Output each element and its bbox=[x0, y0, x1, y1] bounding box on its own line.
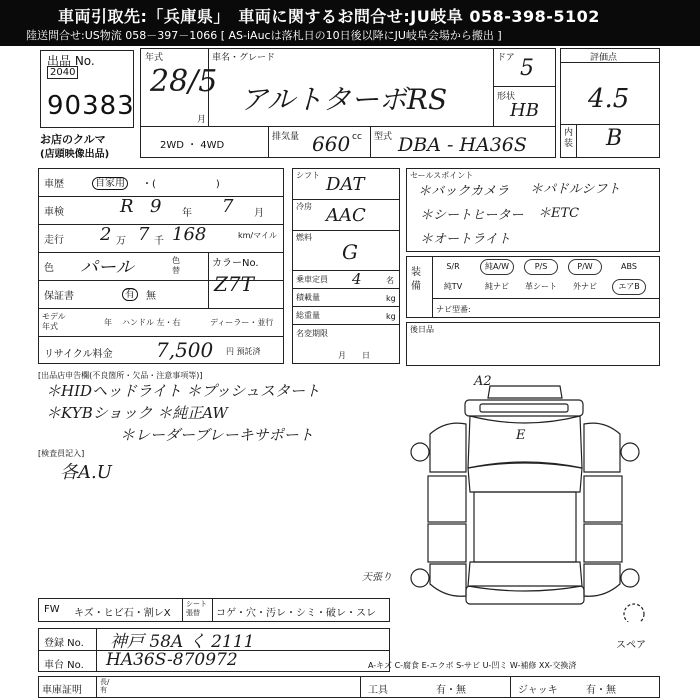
capacity-label: 乗車定員 bbox=[296, 275, 328, 284]
post-sale-box bbox=[406, 322, 660, 366]
equipment-row-1 bbox=[436, 259, 646, 275]
jack-value: 有・無 bbox=[586, 685, 616, 696]
history-tail: ・( ) bbox=[142, 179, 220, 190]
handle-side: ハンドル 左・右 bbox=[122, 318, 181, 327]
certificate-sub: 長/有 bbox=[100, 678, 110, 694]
recycle-label: リサイクル料金 bbox=[44, 349, 113, 360]
ac-label: 冷房 bbox=[296, 202, 312, 211]
shift-value: DAT bbox=[326, 174, 365, 195]
lot-sub-number: 2040 bbox=[47, 66, 78, 79]
model-name-value: アルトターボRS bbox=[240, 83, 448, 116]
mileage-man: 2 bbox=[100, 224, 112, 245]
equip-alloy-wheel: 純A/W bbox=[480, 259, 514, 275]
equip-genuine-tv: 純TV bbox=[443, 282, 463, 291]
equip-power-window: P/W bbox=[568, 259, 602, 275]
damage-mark-a2: A2 bbox=[474, 374, 492, 389]
year-label: 年式 bbox=[145, 53, 164, 63]
doors-label: ドア bbox=[497, 53, 515, 63]
inspection-month: 7 bbox=[222, 196, 234, 217]
inspection-year-unit: 年 bbox=[182, 208, 192, 219]
left-rear-door bbox=[428, 524, 466, 562]
history-value: 自家用 bbox=[92, 174, 128, 189]
load-label: 積載量 bbox=[296, 293, 320, 302]
seller-notes-label: [出品店申告欄(不良箇所・欠品・注意事項等)] bbox=[38, 371, 203, 380]
recycle-unit: 円 預託済 bbox=[226, 347, 261, 356]
windshield bbox=[468, 462, 582, 492]
inspector-value: 各A.U bbox=[60, 462, 112, 483]
model-year-label: モデル年式 bbox=[42, 312, 66, 331]
right-front-door bbox=[584, 476, 622, 522]
warranty-label: 保証書 bbox=[44, 291, 74, 302]
chassis-label: 車台 No. bbox=[44, 660, 84, 671]
damage-legend: A-キズ C-腐食 E-エクボ S-サビ U-凹ミ W-補修 XX-交換済 bbox=[368, 661, 577, 670]
right-rear-fender bbox=[584, 564, 620, 596]
lot-number-box bbox=[40, 50, 134, 128]
interior-label: 内装 bbox=[564, 128, 574, 149]
sales-point-1: ＊バックカメラ bbox=[418, 184, 510, 199]
score-label: 評価点 bbox=[590, 53, 618, 63]
bottom-row bbox=[38, 676, 660, 698]
model-year-unit: 年 bbox=[104, 318, 112, 327]
damage-mark-e: E bbox=[516, 428, 526, 443]
mileage-sen: 7 bbox=[138, 224, 150, 245]
mileage-sen-unit: 千 bbox=[154, 236, 164, 247]
capacity-unit: 名 bbox=[386, 276, 394, 285]
gross-weight-label: 総重量 bbox=[296, 311, 320, 320]
warranty-none: 無 bbox=[146, 291, 156, 302]
score-value: 4.5 bbox=[588, 84, 630, 114]
banner-contact-line: 車両引取先:「兵庫県」 車両に関するお問合せ:JU岐阜 058-398-5102 bbox=[58, 7, 600, 26]
registration-value: 神戸 58A く 2111 bbox=[110, 632, 255, 652]
mileage-man-unit: 万 bbox=[116, 236, 126, 247]
equipment-row-2 bbox=[436, 279, 646, 295]
model-code-value: DBA - HA36S bbox=[398, 134, 527, 156]
sales-point-4: ＊ETC bbox=[538, 206, 580, 221]
model-code-label: 型式 bbox=[374, 132, 393, 142]
seller-note-3: ＊レーダーブレーキサポート bbox=[120, 426, 314, 444]
sales-points-label: セールスポイント bbox=[410, 171, 474, 180]
year-month-unit: 月 bbox=[197, 115, 207, 125]
left-front-door bbox=[428, 476, 466, 522]
doors-value: 5 bbox=[520, 56, 534, 81]
chassis-value: HA36S-870972 bbox=[106, 650, 238, 670]
equip-power-steering: P/S bbox=[524, 259, 558, 275]
seller-note-1: ＊HIDヘッドライト ＊プッシュスタート bbox=[46, 382, 321, 400]
gross-weight-unit: kg bbox=[386, 312, 396, 321]
car-damage-diagram bbox=[410, 372, 660, 622]
fuel-value: G bbox=[342, 240, 358, 264]
damage-note: 天張り bbox=[362, 572, 392, 583]
next-change-label: 名変期限 bbox=[296, 329, 328, 338]
load-unit: kg bbox=[386, 294, 396, 303]
mileage-unit: km/マイル bbox=[238, 231, 277, 240]
seat-text: コゲ・穴・汚レ・シミ・破レ・スレ bbox=[216, 608, 376, 619]
right-front-fender bbox=[584, 423, 620, 472]
left-front-fender bbox=[430, 423, 466, 472]
lot-label: 出品 No. bbox=[47, 54, 95, 68]
color-label: 色 bbox=[44, 263, 54, 274]
inspection-label: 車検 bbox=[44, 207, 64, 218]
drive-type: 2WD ・ 4WD bbox=[160, 140, 225, 151]
equip-sr: S/R bbox=[446, 262, 460, 271]
color-no-value: Z7T bbox=[214, 272, 254, 296]
equip-abs: ABS bbox=[621, 262, 637, 271]
dealer-parallel: ディーラー・並行 bbox=[210, 318, 274, 327]
inspection-month-unit: 月 bbox=[254, 208, 264, 219]
mileage-label: 走行 bbox=[44, 235, 64, 246]
inspection-era: R bbox=[120, 196, 134, 217]
history-label: 車歴 bbox=[44, 179, 64, 190]
model-name-label: 車名・グレード bbox=[212, 53, 276, 63]
year-value: 28/5 bbox=[150, 64, 218, 99]
header-banner bbox=[0, 0, 700, 46]
fw-label: FW bbox=[44, 604, 60, 615]
equip-aftermarket-navi: 外ナビ bbox=[573, 282, 597, 291]
ac-value: AAC bbox=[326, 205, 366, 226]
next-change-unit: 月 日 bbox=[338, 351, 370, 360]
left-rear-fender bbox=[430, 564, 466, 596]
tools-label: 工具 bbox=[368, 685, 388, 696]
body-shape-value: HB bbox=[510, 100, 539, 121]
displacement-value: 660 bbox=[312, 132, 351, 156]
equip-leather-seat: 革シート bbox=[525, 282, 557, 291]
store-car-label: お店のクルマ bbox=[40, 133, 106, 146]
banner-transport-line: 陸送問合せ:US物流 058－397－1066 [ AS-iAucは落札日の10日後以降にJU岐阜会場から搬出 ] bbox=[26, 29, 502, 42]
recycle-value: 7,500 bbox=[156, 338, 214, 362]
displacement-unit: cc bbox=[352, 132, 362, 142]
fuel-label: 燃料 bbox=[296, 233, 312, 242]
certificate-label: 車庫証明 bbox=[42, 685, 82, 696]
warranty-has: 有 bbox=[122, 285, 138, 300]
sales-point-3: ＊シートヒーター bbox=[420, 208, 524, 223]
color-value: パール bbox=[80, 257, 134, 278]
store-car-note: (店頭映像出品) bbox=[40, 149, 110, 160]
registration-label: 登録 No. bbox=[44, 638, 84, 649]
jack-label: ジャッキ bbox=[518, 685, 558, 696]
rear-window bbox=[468, 562, 582, 591]
seller-note-2: ＊KYBショック ＊純正AW bbox=[46, 404, 228, 422]
interior-value: B bbox=[606, 126, 623, 151]
navi-model-label: ナビ型番: bbox=[436, 305, 471, 314]
right-rear-door bbox=[584, 524, 622, 562]
fw-text: キズ・ヒビ石・割レX bbox=[74, 608, 171, 619]
inspector-label: [検査員記入] bbox=[38, 449, 85, 458]
spare-label: スペア bbox=[616, 640, 646, 651]
color-change-label: 色替 bbox=[172, 256, 180, 275]
equip-genuine-navi: 純ナビ bbox=[485, 282, 509, 291]
roof bbox=[474, 492, 576, 562]
tools-value: 有・無 bbox=[436, 685, 466, 696]
front-bumper bbox=[465, 400, 583, 416]
equipment-label: 装備 bbox=[411, 267, 421, 292]
inspection-year: 9 bbox=[150, 196, 162, 217]
lot-number: 90383 bbox=[47, 91, 135, 121]
displacement-label: 排気量 bbox=[272, 132, 300, 142]
shift-label: シフト bbox=[296, 171, 320, 180]
sales-point-2: ＊パドルシフト bbox=[530, 182, 621, 197]
body-shape-label: 形状 bbox=[497, 92, 516, 102]
equip-airbag: エアB bbox=[612, 279, 646, 295]
sales-point-5: ＊オートライト bbox=[420, 232, 511, 247]
post-sale-label: 後日品 bbox=[410, 325, 434, 334]
capacity-value: 4 bbox=[352, 270, 362, 288]
seat-label: シート張替 bbox=[186, 600, 207, 617]
color-no-label: カラーNo. bbox=[212, 258, 259, 269]
mileage-rest: 168 bbox=[172, 224, 207, 245]
